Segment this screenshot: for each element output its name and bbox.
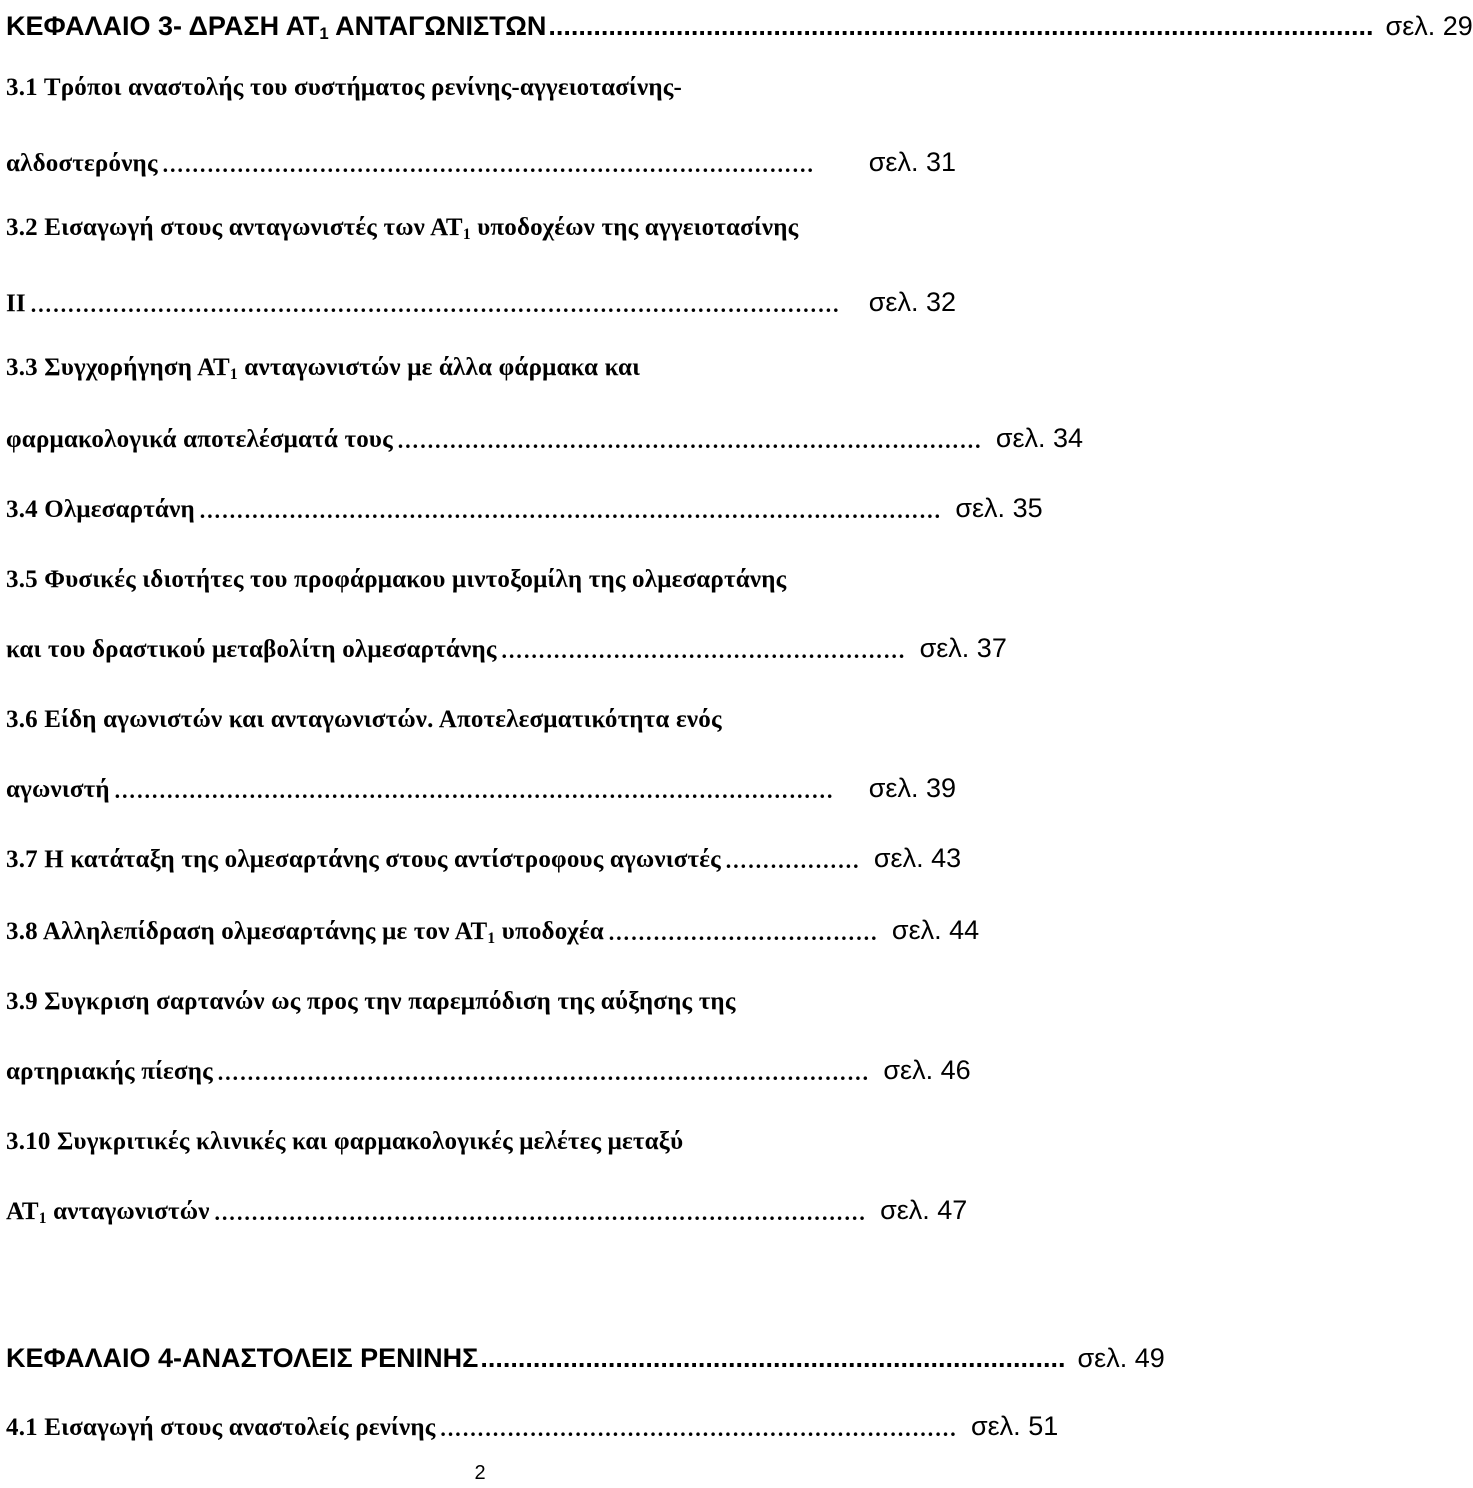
toc-page-ref: σελ. 39 [868,773,956,803]
page-number: 2 [474,1462,486,1484]
dot-leader: ……………………………………………………………………………………………… [29,292,840,317]
toc-entry-3-6 [6,694,956,734]
dot-leader: ……………………………………………… [500,638,906,663]
toc-page-ref: σελ. 35 [955,493,1043,523]
toc-entry-3-2-cont [6,278,956,318]
toc-entry-3-1-cont [6,138,956,178]
toc-entry-title: αλδοστερόνης [6,150,158,177]
toc-page-ref: σελ. 46 [883,1055,971,1085]
toc-entry-3-10-cont [6,1186,968,1227]
toc-entry-3-5-cont [6,624,1007,664]
toc-entry-3-9 [6,976,956,1016]
dot-leader: ……………………………………………………………………………………… [198,498,942,523]
toc-entry-3-10 [6,1116,956,1156]
toc-entry-chapter-4 [6,1334,1165,1374]
toc-entry-title: 3.10 Συγκριτικές κλινικές και φαρμακολογικές μελέτες μεταξύ [6,1128,684,1155]
toc-entry-4-1 [6,1402,1059,1442]
toc-entry-title: ΙΙ [6,290,26,317]
toc-entry-title: 3.6 Είδη αγωνιστών και ανταγωνιστών. Αποτελεσματικότητα ενός [6,706,722,733]
toc-entry-title: ΚΕΦΑΛΑΙΟ 4-ΑΝΑΣΤΟΛΕΙΣ ΡΕΝΙΝΗΣ [6,1343,479,1373]
toc-entry-3-1 [6,62,956,102]
toc-entry-title: 3.5 Φυσικές ιδιοτήτες του προφάρμακου μιντοξομίλη της ολμεσαρτάνης [6,566,787,593]
toc-page-ref: σελ. 49 [1077,1343,1165,1373]
toc-page-ref: σελ. 44 [891,915,980,945]
toc-entry-3-8 [6,906,980,947]
dot-leader: …………………………………………………………………………………… [113,778,834,803]
toc-entry-title: φαρμακολογικά αποτελέσματά τους [6,426,393,453]
toc-entry-3-5 [6,554,956,594]
toc-page-ref: σελ. 47 [880,1195,968,1225]
toc-entry-title: και του δραστικού μεταβολίτη ολμεσαρτάνης [6,636,497,663]
toc-entry-title: 3.1 Τρόποι αναστολής του συστήματος ρενίνης-αγγειοτασίνης- [6,74,683,101]
toc-page-ref: σελ. 29 [1385,11,1473,41]
toc-entry-3-4 [6,484,1043,524]
toc-entry-3-2 [6,202,956,242]
dot-leader: …………………………………………………………………………… [161,152,815,177]
toc-page-ref: σελ. 34 [995,423,1084,453]
toc-entry-3-7 [6,834,962,874]
toc-entry-chapter-3 [6,2,1473,44]
toc-entry-title: 3.4 Ολμεσαρτάνη [6,496,195,523]
dot-leader: …………………………………………………………………………… [216,1060,870,1085]
dot-leader: ……………… [724,848,860,873]
toc-entry-title: ΚΕΦΑΛΑΙΟ 3- ΔΡΑΣΗ $AT_1$ ΑΝΤΑΓΩΝΙΣΤΩΝ [6,11,547,44]
toc-entry-title: $AT_1$ ανταγωνιστών [6,1198,210,1227]
toc-entry-title: 3.3 Συγχορήγηση $AT_1$ ανταγωνιστών με άλλα φάρμακα και [6,354,641,383]
toc-entry-title: 4.1 Εισαγωγή στους αναστολείς ρενίνης [6,1414,436,1441]
dot-leader: ……………………………… [607,920,878,945]
toc-entry-title: 3.2 Εισαγωγή στους ανταγωνιστές των $AT_1$ υποδοχέων της αγγειοτασίνης [6,214,799,243]
toc-entry-3-3 [6,342,956,382]
toc-entry-3-6-cont [6,764,956,804]
toc-page-ref: σελ. 51 [970,1411,1059,1441]
toc-entry-title: 3.8 Αλληλεπίδραση ολμεσαρτάνης με τον $AT_1$ υποδοχέα [6,918,604,947]
toc-page-ref: σελ. 37 [919,633,1007,663]
toc-page-ref: σελ. 31 [868,147,956,177]
toc-page-ref: σελ. 32 [868,287,956,317]
dot-leader: …………………………………………………………… [439,1416,957,1441]
dot-leader: …………………………………………………………………………… [213,1200,867,1225]
toc-entry-3-3-cont [6,414,1084,454]
toc-entry-3-9-cont [6,1046,971,1086]
toc-entry-title: αρτηριακής πίεσης [6,1058,213,1085]
toc-entry-title: 3.7 Η κατάταξη της ολμεσαρτάνης στους αντίστροφους αγωνιστές [6,846,721,873]
dot-leader: …………………………………………………………………… [396,428,982,453]
dot-leader: .............................................................................................................. [548,11,1374,41]
toc-entry-title: 3.9 Συγκριση σαρτανών ως προς την παρεμπόδιση της αύξησης της [6,988,736,1015]
toc-entry-title: αγωνιστή [6,776,110,803]
toc-page-ref: σελ. 43 [873,843,962,873]
dot-leader: .............................................................................. [480,1343,1066,1373]
